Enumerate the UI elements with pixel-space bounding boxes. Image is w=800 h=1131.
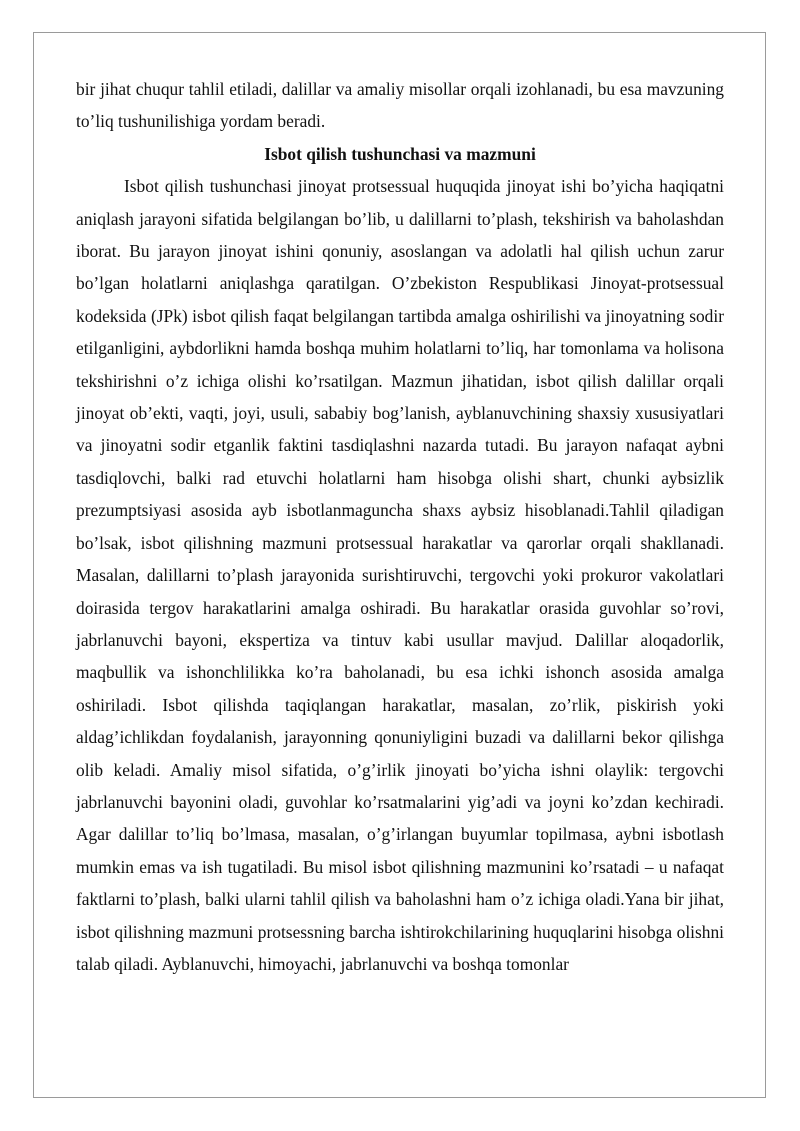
intro-paragraph-end: bir jihat chuqur tahlil etiladi, dalillar va amaliy misollar orqali izohlanadi, bu esa mavzuning to’liq tushunilishiga yordam beradi. xyxy=(76,79,724,132)
section-heading: Isbot qilish tushunchasi va mazmuni xyxy=(264,143,536,164)
page-content xyxy=(76,73,724,980)
body-paragraph: Isbot qilish tushunchasi jinoyat protsessual huquqida jinoyat ishi bo’yicha haqiqatni aniqlash jarayoni sifatida belgilangan bo’lib, u dalillarni to’plash, tekshirish va baholashdan iborat. Bu jarayon jinoyat ishini qonuniy, asoslangan va adolatli hal qilish uchun zarur bo’lgan holatlarni aniqlashga qaratilgan. O’zbekiston Respublikasi Jinoyat-protsessual kodeksida (JPk) isbot qilish faqat belgilangan tartibda amalga oshirilishi va jinoyatning sodir etilganligini, aybdorlikni hamda boshqa muhim holatlarni to’liq, har tomonlama va holisona tekshirishni o’z ichiga olishi ko’rsatilgan. Mazmun jihatidan, isbot qilish dalillar orqali jinoyat ob’ekti, vaqti, joyi, usuli, sababiy bog’lanish, ayblanuvchining shaxsiy xususiyatlari va jinoyatni sodir etganlik faktini tasdiqlashni nazarda tutadi. Bu jarayon nafaqat aybni tasdiqlovchi, balki rad etuvchi holatlarni ham hisobga olishi shart, chunki aybsizlik prezumptsiyasi asosida ayb isbotlanmaguncha shaxs aybsiz hisoblanadi.Tahlil qiladigan bo’lsak, isbot qilishning mazmuni protsessual harakatlar va qarorlar orqali shakllanadi. Masalan, dalillarni to’plash jarayonida surishtiruvchi, tergovchi yoki prokuror vakolatlari doirasida tergov harakatlarini amalga oshiradi. Bu harakatlar orasida guvohlar so’rovi, jabrlanuvchi bayoni, ekspertiza va tintuv kabi usullar mavjud. Dalillar aloqadorlik, maqbullik va ishonchlilikka ko’ra baholanadi, bu esa ichki ishonch asosida amalga oshiriladi. Isbot qilishda taqiqlangan harakatlar, masalan, zo’rlik, piskirish yoki aldag’ichlikdan foydalanish, jarayonning qonuniyligini buzadi va dalillarni bekor qilishga olib keladi. Amaliy misol sifatida, o’g’irlik jinoyati bo’yicha ishni olaylik: tergovchi jabrlanuvchi bayonini oladi, guvohlar ko’rsatmalarini yig’adi va joyni ko’zdan kechiradi. Agar dalillar to’liq bo’lmasa, masalan, o’g’irlangan buyumlar topilmasa, aybni isbotlash mumkin emas va ish tugatiladi. Bu misol isbot qilishning mazmunini ko’rsatadi – u nafaqat faktlarni to’plash, balki ularni tahlil qilish va baholashni ham o’z ichiga oladi.Yana bir jihat, isbot qilishning mazmuni protsessning barcha ishtirokchilarining huquqlarini hisobga olishni talab qiladi. Ayblanuvchi, himoyachi, jabrlanuvchi va boshqa tomonlar xyxy=(76,176,724,974)
